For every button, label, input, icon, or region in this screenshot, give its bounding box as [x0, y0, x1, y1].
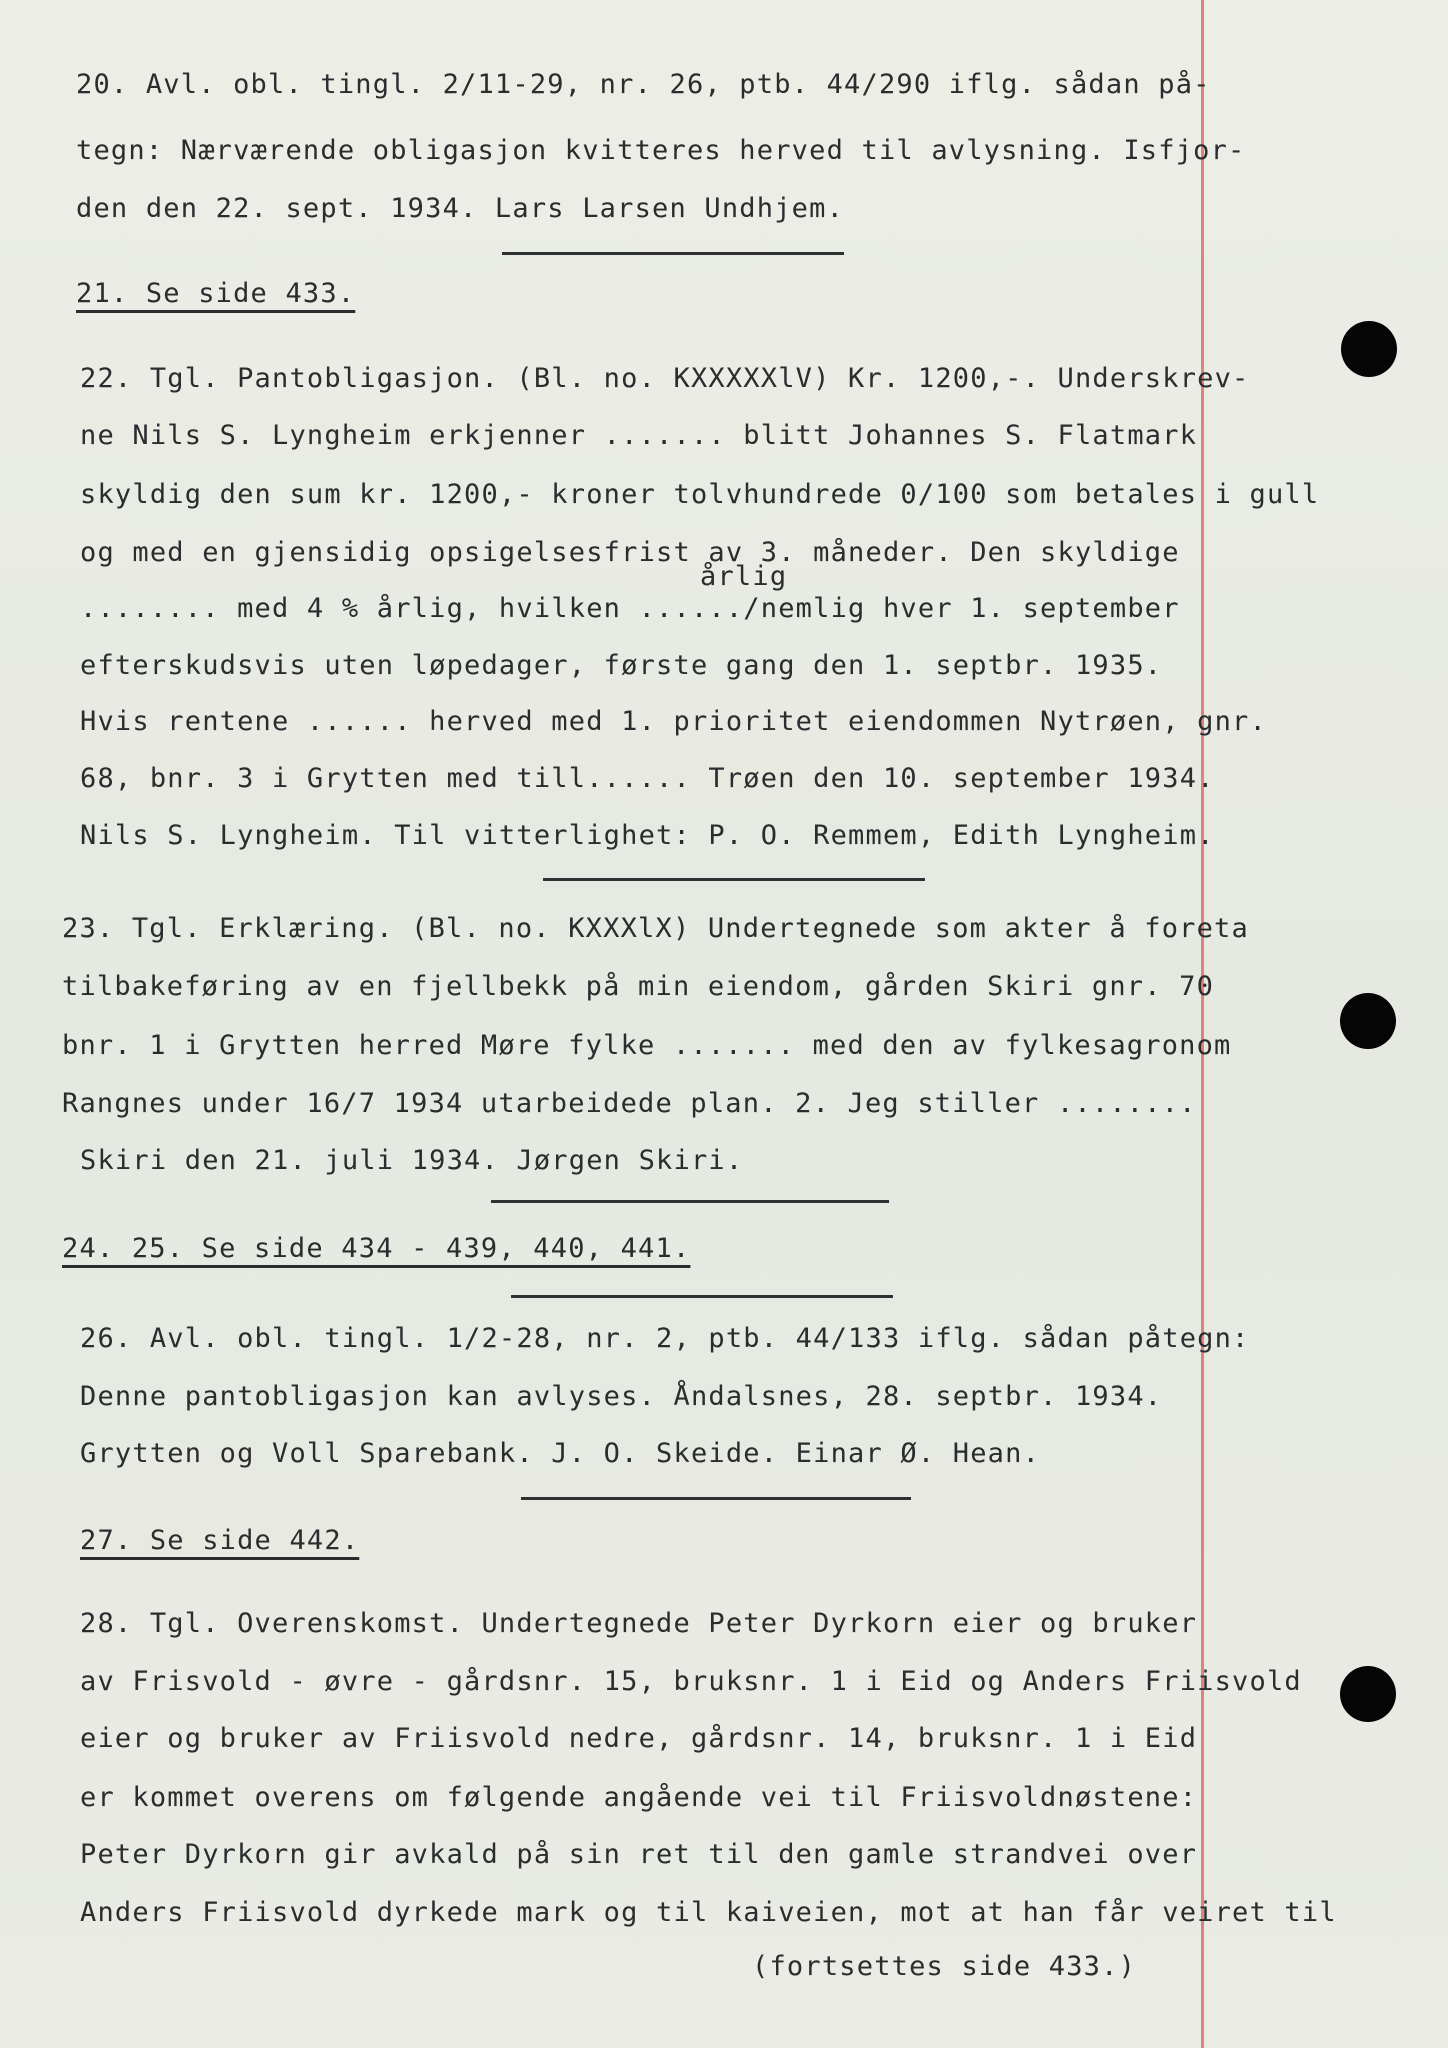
- punch-hole-bottom: [1340, 1666, 1396, 1722]
- entry-26-line-2: Denne pantobligasjon kan avlyses. Åndalsnes, 28. septbr. 1934.: [80, 1381, 1163, 1412]
- margin-rule: [1201, 0, 1204, 2048]
- separator-rule: [521, 1497, 911, 1500]
- entry-22-line-4: og med en gjensidig opsigelsesfrist av 3. måneder. Den skyldige: [80, 537, 1180, 568]
- entry-22-line-2: ne Nils S. Lyngheim erkjenner ....... blitt Johannes S. Flatmark: [80, 420, 1198, 451]
- entry-28-line-2: av Frisvold - øvre - gårdsnr. 15, bruksnr. 1 i Eid og Anders Friisvold: [80, 1666, 1302, 1697]
- separator-rule: [511, 1295, 893, 1298]
- entry-26-line-1: 26. Avl. obl. tingl. 1/2-28, nr. 2, ptb. 44/133 iflg. sådan påtegn:: [80, 1323, 1250, 1354]
- entry-28-line-3: eier og bruker av Friisvold nedre, gårdsnr. 14, bruksnr. 1 i Eid: [80, 1723, 1198, 1754]
- entry-27-line-1: 27. Se side 442.: [80, 1525, 360, 1556]
- entry-28-line-5: Peter Dyrkorn gir avkald på sin ret til den gamle strandvei over: [80, 1839, 1198, 1870]
- entry-23-line-5: Skiri den 21. juli 1934. Jørgen Skiri.: [80, 1145, 744, 1176]
- separator-rule: [543, 878, 925, 881]
- entry-22-line-5: ........ med 4 % årlig, hvilken ....../nemlig hver 1. september: [80, 593, 1180, 624]
- punch-hole-top: [1341, 321, 1397, 377]
- entry-22-line-6: efterskudsvis uten løpedager, første gang den 1. septbr. 1935.: [80, 650, 1163, 681]
- entry-28-line-1: 28. Tgl. Overenskomst. Undertegnede Peter Dyrkorn eier og bruker: [80, 1608, 1198, 1639]
- entry-22-line-3: skyldig den sum kr. 1200,- kroner tolvhundrede 0/100 som betales i gull: [80, 479, 1320, 510]
- entry-24-25-line-1: 24. 25. Se side 434 - 439, 440, 441.: [62, 1233, 691, 1264]
- entry-22-line-1: 22. Tgl. Pantobligasjon. (Bl. no. KXXXXXlV) Kr. 1200,-. Underskrev-: [80, 363, 1250, 394]
- entry-20-line-1: 20. Avl. obl. tingl. 2/11-29, nr. 26, ptb. 44/290 iflg. sådan på-: [76, 69, 1211, 100]
- entry-28-line-4: er kommet overens om følgende angående vei til Friisvoldnøstene:: [80, 1782, 1198, 1813]
- separator-rule: [502, 252, 844, 255]
- entry-22-line-8: 68, bnr. 3 i Grytten med till...... Trøen den 10. september 1934.: [80, 763, 1215, 794]
- entry-22-line-9: Nils S. Lyngheim. Til vitterlighet: P. O. Remmem, Edith Lyngheim.: [80, 820, 1215, 851]
- punch-hole-middle: [1340, 993, 1396, 1049]
- entry-28-line-6: Anders Friisvold dyrkede mark og til kaiveien, mot at han får veiret til: [80, 1897, 1337, 1928]
- separator-rule: [491, 1200, 889, 1203]
- entry-23-line-4: Rangnes under 16/7 1934 utarbeidede plan. 2. Jeg stiller ........: [62, 1088, 1197, 1119]
- entry-20-line-3: den den 22. sept. 1934. Lars Larsen Undhjem.: [76, 193, 845, 224]
- entry-23-line-3: bnr. 1 i Grytten herred Møre fylke ....... med den av fylkesagronom: [62, 1030, 1232, 1061]
- entry-21-line-1: 21. Se side 433.: [76, 278, 356, 309]
- entry-22-insertion: årlig: [700, 561, 788, 592]
- entry-23-line-1: 23. Tgl. Erklæring. (Bl. no. KXXXlX) Undertegnede som akter å foreta: [62, 913, 1249, 944]
- entry-23-line-2: tilbakeføring av en fjellbekk på min eiendom, gården Skiri gnr. 70: [62, 971, 1215, 1002]
- entry-22-line-7: Hvis rentene ...... herved med 1. prioritet eiendommen Nytrøen, gnr.: [80, 706, 1267, 737]
- continuation-note: (fortsettes side 433.): [752, 1951, 1137, 1982]
- entry-20-line-2: tegn: Nærværende obligasjon kvitteres herved til avlysning. Isfjor-: [76, 135, 1246, 166]
- entry-26-line-3: Grytten og Voll Sparebank. J. O. Skeide. Einar Ø. Hean.: [80, 1438, 1041, 1469]
